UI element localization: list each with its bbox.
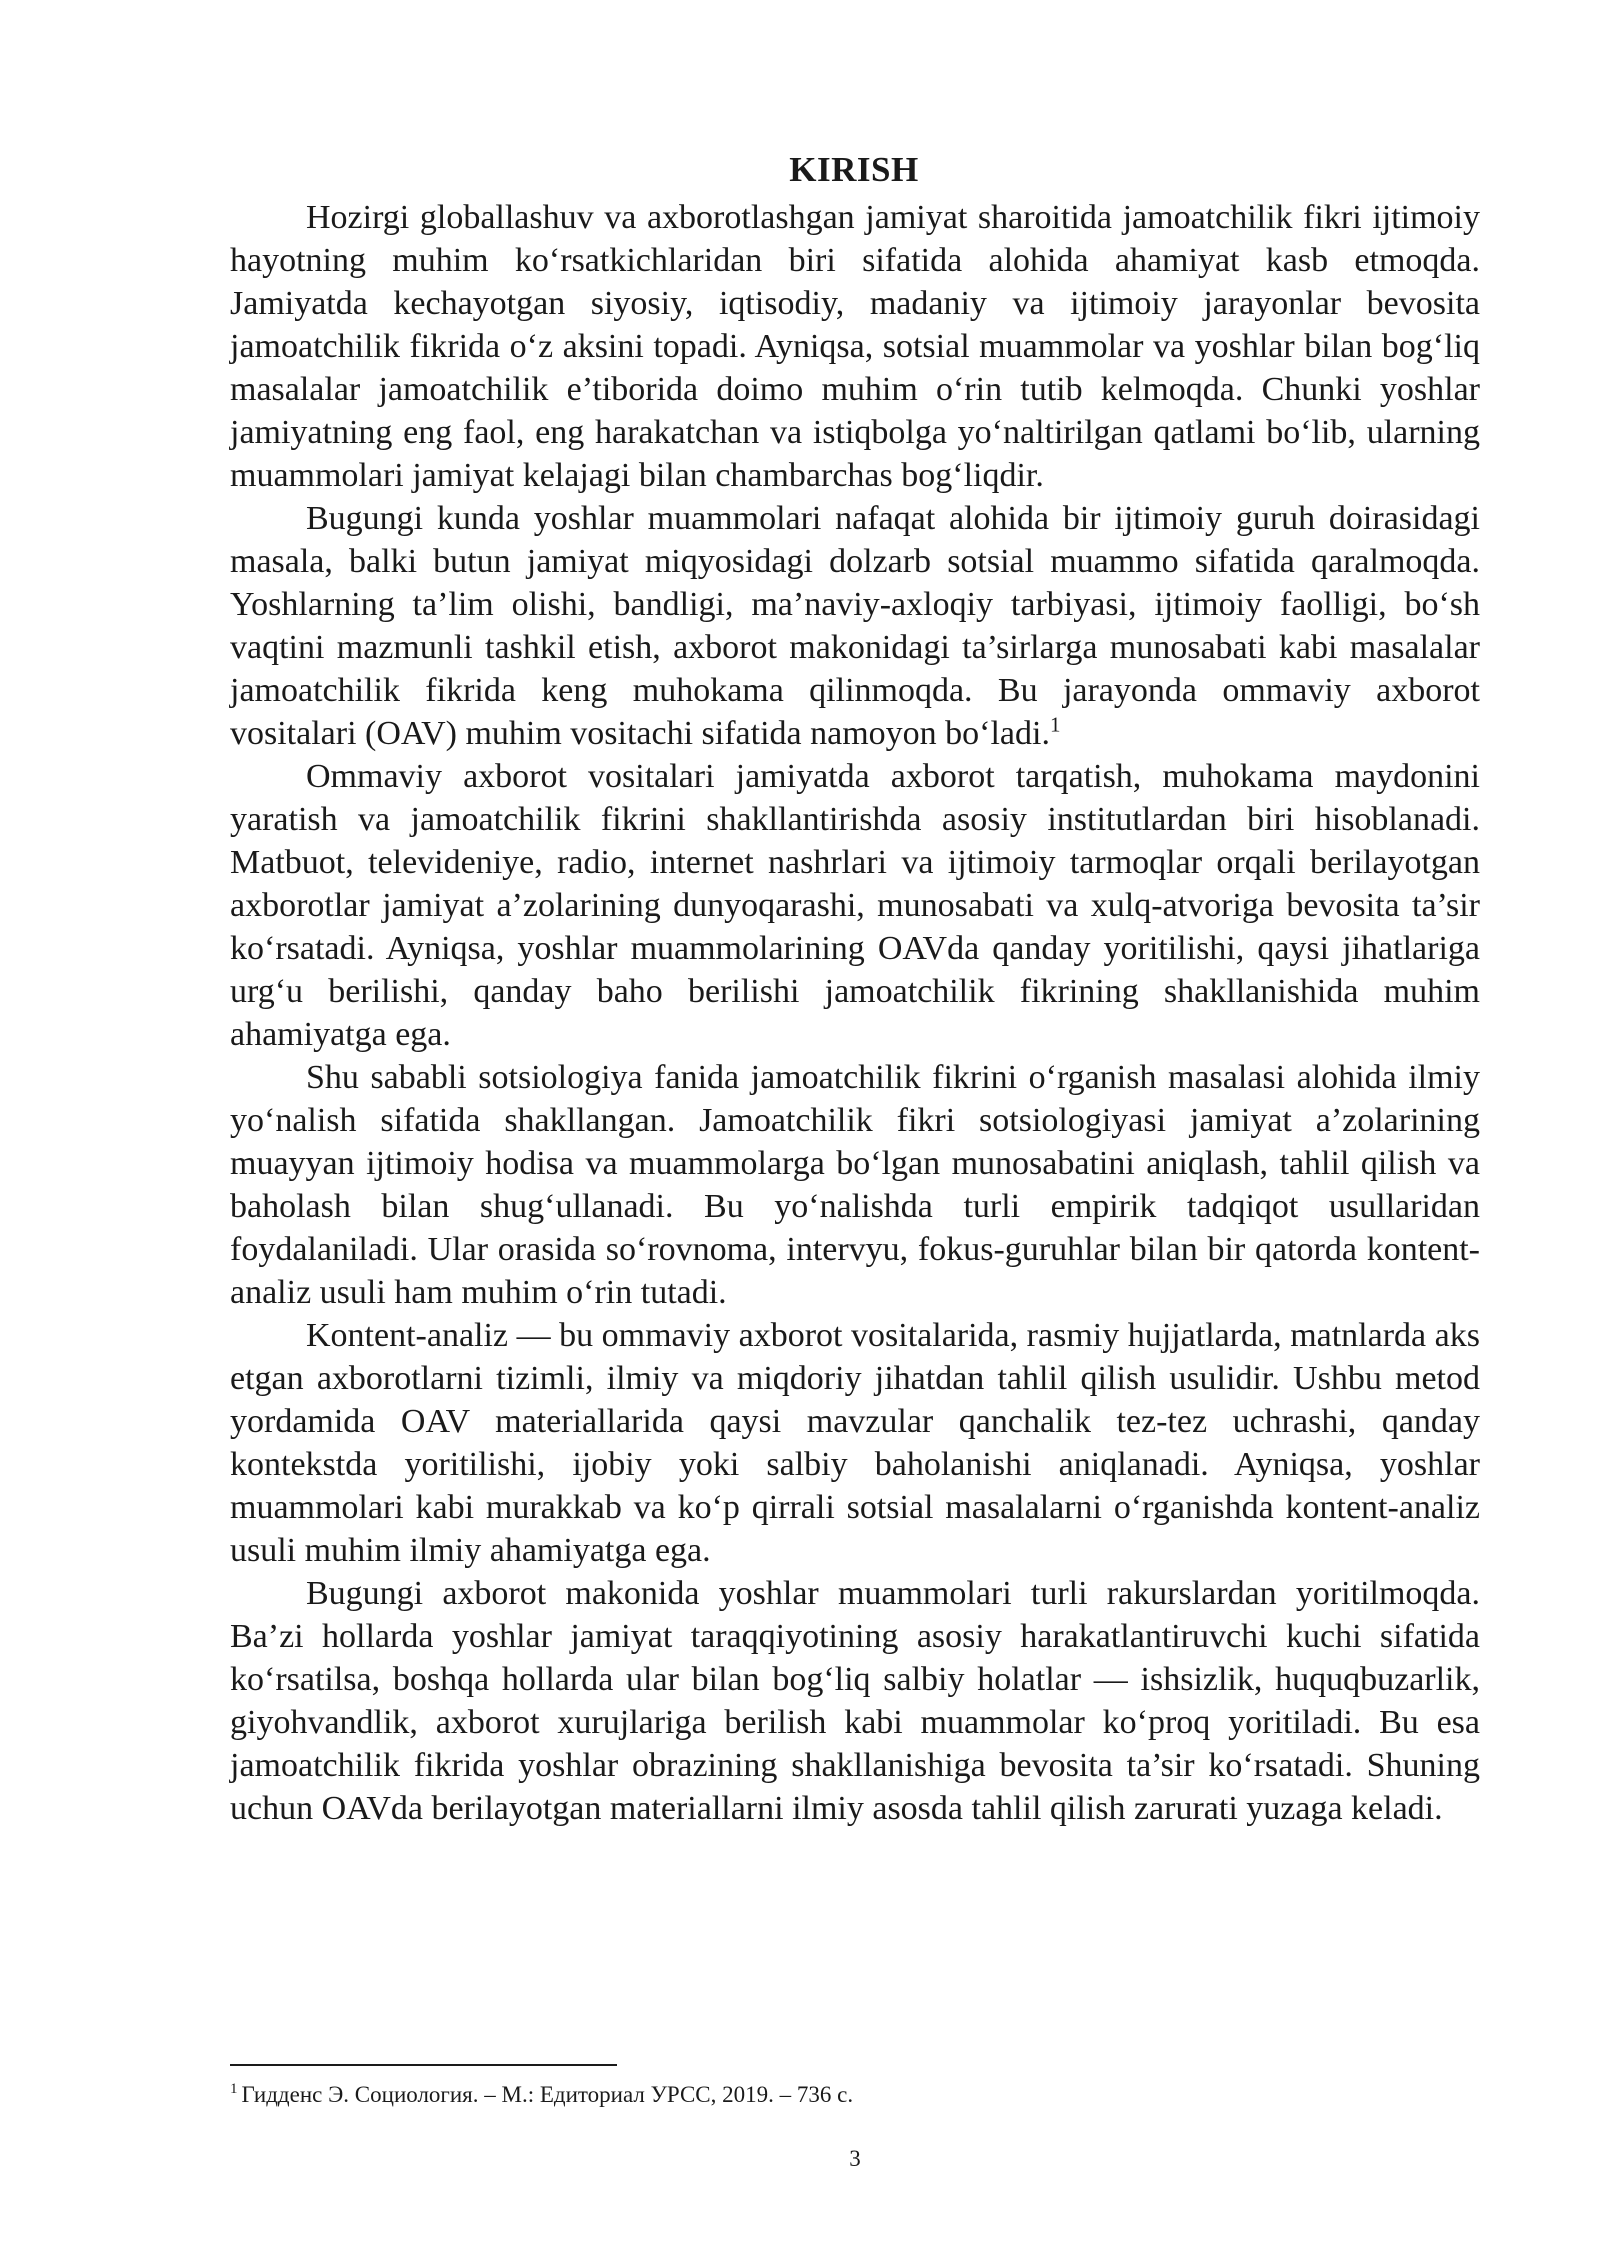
paragraph-text: Ommaviy axborot vositalari jamiyatda axborot tarqatish, muhokama maydonini yaratish va jamoatchilik fikrini shakllantirishda asosiy institutlardan biri hisoblanadi. Matbuot, televideniye, radio, internet nashrlari va ijtimoiy tarmoqlar orqali berilayotgan axborotlar jamiyat a’zolarining dunyoqarashi, munosabati va xulq-atvoriga bevosita ta’sir ko‘rsatadi. Ayniqsa, yoshlar muammolarining OAVda qanday yoritilishi, qaysi jihatlariga urg‘u berilishi, qanday baho berilishi jamoatchilik fikrining shakllanishida muhim ahamiyatga ega. bbox=[230, 758, 1480, 1053]
page-number: 3 bbox=[849, 2146, 861, 2171]
paragraph-text: Kontent-analiz — bu ommaviy axborot vositalarida, rasmiy hujjatlarda, matnlarda aks etgan axborotlarni tizimli, ilmiy va miqdoriy jihatdan tahlil qilish usulidir. Ushbu metod yordamida OAV materiallarida qaysi mavzular qanchalik tez-tez uchrashi, qanday kontekstda yoritilishi, ijobiy yoki salbiy baholanishi aniqlanadi. Ayniqsa, yoshlar muammolari kabi murakkab va ko‘p qirrali sotsial masalalarni o‘rganishda kontent-analiz usuli muhim ilmiy ahamiyatga ega. bbox=[230, 1317, 1480, 1569]
paragraph bbox=[230, 196, 1480, 497]
paragraph bbox=[230, 1314, 1480, 1572]
paragraph bbox=[230, 755, 1480, 1056]
footnote-number: 1 bbox=[230, 2081, 238, 2098]
footnote-separator bbox=[230, 2064, 617, 2066]
footnote bbox=[230, 2080, 1470, 2110]
paragraph bbox=[230, 497, 1480, 755]
paragraph bbox=[230, 1056, 1480, 1314]
paragraph-text: Bugungi kunda yoshlar muammolari nafaqat alohida bir ijtimoiy guruh doirasidagi masala, balki butun jamiyat miqyosidagi dolzarb sotsial muammo sifatida qaralmoqda. Yoshlarning ta’lim olishi, bandligi, ma’naviy-axloqiy tarbiyasi, ijtimoiy faolligi, bo‘sh vaqtini mazmunli tashkil etish, axborot makonidagi ta’sirlarga munosabati kabi masalalar jamoatchilik fikrida keng muhokama qilinmoqda. Bu jarayonda ommaviy axborot vositalari (OAV) muhim vositachi sifatida namoyon bo‘ladi. bbox=[230, 500, 1480, 752]
paragraph-text: Bugungi axborot makonida yoshlar muammolari turli rakurslardan yoritilmoqda. Ba’zi hollarda yoshlar jamiyat taraqqiyotining asosiy harakatlantiruvchi kuchi sifatida ko‘rsatilsa, boshqa hollarda ular bilan bog‘liq salbiy holatlar — ishsizlik, huquqbuzarlik, giyohvandlik, axborot xurujlariga berilish kabi muammolar ko‘proq yoritiladi. Bu esa jamoatchilik fikrida yoshlar obrazining shakllanishiga bevosita ta’sir ko‘rsatadi. Shuning uchun OAVda berilayotgan materiallarni ilmiy asosda tahlil qilish zarurati yuzaga keladi. bbox=[230, 1575, 1480, 1827]
body-text bbox=[230, 196, 1480, 1830]
footnote-reference[interactable]: 1 bbox=[1049, 712, 1061, 737]
paragraph bbox=[230, 1572, 1480, 1830]
footnote-text: Гидденс Э. Социология. – М.: Едиториал УРСС, 2019. – 736 с. bbox=[241, 2082, 854, 2107]
section-title: KIRISH bbox=[789, 150, 919, 189]
paragraph-text: Hozirgi globallashuv va axborotlashgan jamiyat sharoitida jamoatchilik fikri ijtimoiy hayotning muhim ko‘rsatkichlaridan biri sifatida alohida ahamiyat kasb etmoqda. Jamiyatda kechayotgan siyosiy, iqtisodiy, madaniy va ijtimoiy jarayonlar bevosita jamoatchilik fikrida o‘z aksini topadi. Ayniqsa, sotsial muammolar va yoshlar bilan bog‘liq masalalar jamoatchilik e’tiborida doimo muhim o‘rin tutib kelmoqda. Chunki yoshlar jamiyatning eng faol, eng harakatchan va istiqbolga yo‘naltirilgan qatlami bo‘lib, ularning muammolari jamiyat kelajagi bilan chambarchas bog‘liqdir. bbox=[230, 199, 1480, 494]
paragraph-text: Shu sababli sotsiologiya fanida jamoatchilik fikrini o‘rganish masalasi alohida ilmiy yo‘nalish sifatida shakllangan. Jamoatchilik fikri sotsiologiyasi jamiyat a’zolarining muayyan ijtimoiy hodisa va muammolarga bo‘lgan munosabatini aniqlash, tahlil qilish va baholash bilan shug‘ullanadi. Bu yo‘nalishda turli empirik tadqiqot usullaridan foydalaniladi. Ular orasida so‘rovnoma, intervyu, fokus-guruhlar bilan bir qatorda kontent-analiz usuli ham muhim o‘rin tutadi. bbox=[230, 1059, 1480, 1311]
